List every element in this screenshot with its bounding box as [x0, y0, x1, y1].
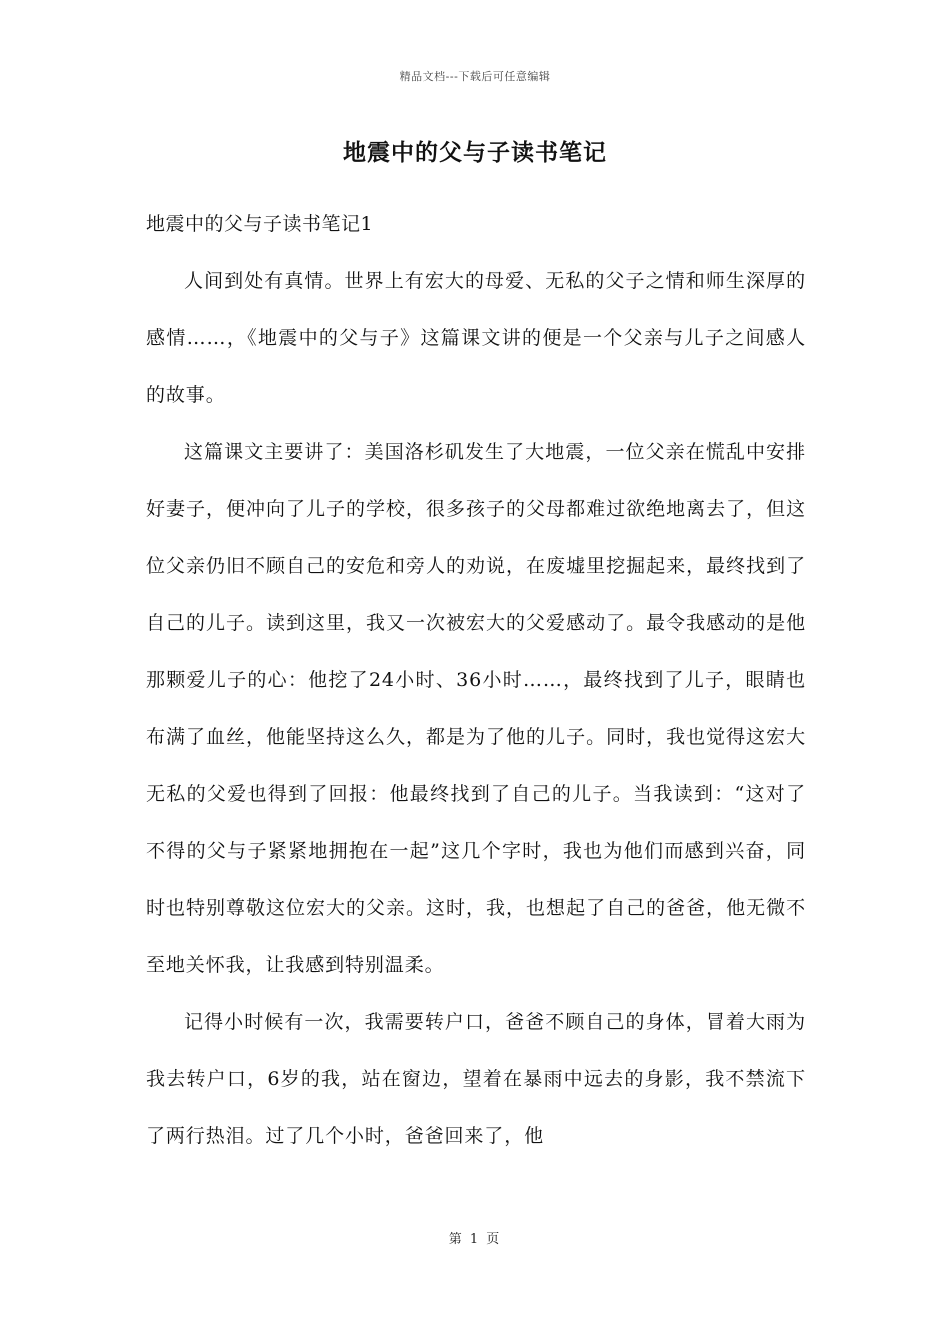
page-number: 第 1 页 [448, 1232, 502, 1247]
paragraph-2: 这篇课文主要讲了：美国洛杉矶发生了大地震，一位父亲在慌乱中安排好妻子，便冲向了儿子的学校，很多孩子的父母都难过欲绝地离去了，但这位父亲仍旧不顾自己的安危和旁人的劝说，在废墟里挖掘起来，最终找到了自己的儿子。读到这里，我又一次被宏大的父爱感动了。最令我感动的是他那颗爱儿子的心：他挖了24小时、36小时……，最终找到了儿子，眼睛也布满了血丝，他能坚持这么久，都是为了他的儿子。同时，我也觉得这宏大无私的父爱也得到了回报：他最终找到了自己的儿子。当我读到：“这对了不得的父与子紧紧地拥抱在一起”这几个字时，我也为他们而感到兴奋，同时也特别尊敬这位宏大的父亲。这时，我，也想起了自己的爸爸，他无微不至地关怀我，让我感到特别温柔。 [146, 441, 806, 976]
document-title: 地震中的父与子读书笔记 [343, 139, 607, 166]
paragraph-1: 人间到处有真情。世界上有宏大的母爱、无私的父子之情和师生深厚的感情……，《地震中的父与子》这篇课文讲的便是一个父亲与儿子之间感人的故事。 [146, 270, 806, 406]
section-heading: 地震中的父与子读书笔记1 [146, 213, 374, 235]
header-note: 精品文档---下载后可任意编辑 [399, 70, 551, 83]
paragraph-3: 记得小时候有一次，我需要转户口，爸爸不顾自己的身体，冒着大雨为我去转户口，6岁的我，站在窗边，望着在暴雨中远去的身影，我不禁流下了两行热泪。过了几个小时，爸爸回来了，他 [146, 1011, 806, 1147]
document-body [146, 196, 806, 1165]
